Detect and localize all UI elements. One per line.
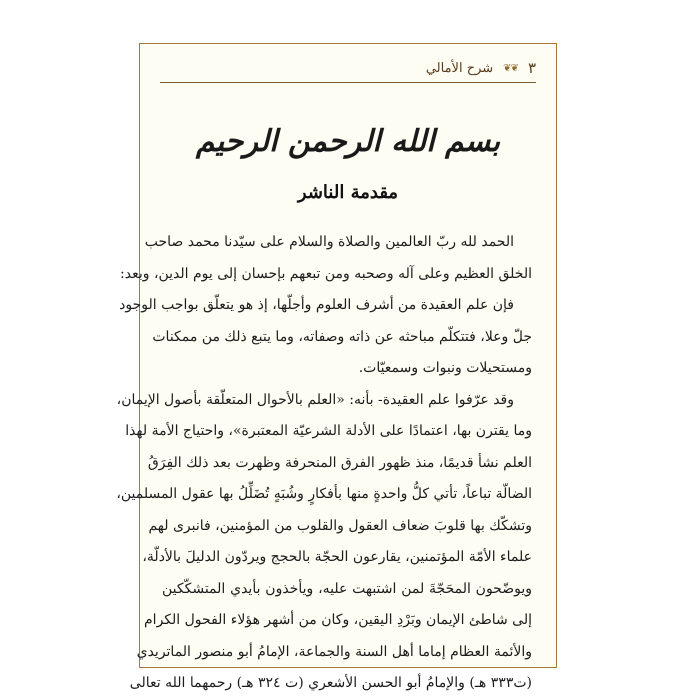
basmala-calligraphy: بسم الله الرحمن الرحيم	[195, 124, 501, 159]
running-title: شرح الأمالي	[425, 60, 494, 76]
header-rule	[160, 82, 536, 83]
text-line: وقد عرّفوا علم العقيدة- بأنه: «العلم بالأحوال المتعلّقة بأصول الإيمان،	[116, 391, 514, 408]
text-line: وتشكّك بها قلوبَ ضعاف العقول والقلوب من المؤمنين، فانبرى لهم	[148, 517, 532, 534]
text-line: الخلق العظيم وعلى آله وصحبه ومن تبعهم بإحسان إلى يوم الدين، وبعد:	[120, 265, 532, 282]
text-line: ويوضّحون المحَجّةَ لمن اشتبهت عليه، ويأخذون بأيدي المتشكّكين	[162, 580, 532, 597]
section-title: مقدمة الناشر	[297, 182, 399, 203]
running-header	[160, 56, 536, 80]
ornament-icon: ❦❦	[503, 62, 518, 74]
text-line: الحمد لله ربّ العالمين والصلاة والسلام على سيّدنا محمد صاحب	[144, 234, 514, 250]
body-text	[116, 227, 532, 700]
text-line: (ت٣٣٣ هـ) والإمامُ أبو الحسن الأشعري (ت ٣٢٤ هـ) رحمهما الله تعالى	[129, 675, 532, 691]
text-line: فإن علم العقيدة من أشرف العلوم وأجلّها، إذ هو يتعلّق بواجب الوجود	[119, 297, 514, 313]
text-line: جلّ وعلا، فتتكلّم مباحثه عن ذاته وصفاته، وما يتبع ذلك من ممكنات	[152, 328, 532, 345]
text-line: ومستحيلات ونبوات وسمعيّات.	[358, 360, 532, 376]
text-line: والأئمة العظام إماما أهل السنة والجماعة، الإمامُ أبو منصور الماتريدي	[136, 643, 532, 660]
text-line: الضالّة تباعاً، تأتي كلُّ واحدةٍ منها بأفكارٍ وشُبَهٍ تُضَلِّلُ بها عقول المسلمين،	[116, 486, 532, 502]
text-line: العلم نشأ قديمًا، منذ ظهور الفرق المنحرفة وظهرت بعد ذلك الفِرَقُ	[147, 454, 532, 471]
text-line: علماء الأمّة المؤتمنين، يقارعون الحجّة بالحجج ويردّون الدليلَ بالأدلّة،	[142, 549, 532, 565]
text-line: وما يقترن بها، اعتمادًا على الأدلة الشرعيّة المعتبرة»، واحتياج الأمة لهذا	[125, 423, 532, 439]
book-page	[116, 43, 557, 691]
page-number: ٣	[527, 59, 536, 77]
text-line: إلى شاطئ الإيمان وبَرْدِ اليقين، وكان من أشهر هؤلاء الفحول الكرام	[144, 612, 532, 628]
